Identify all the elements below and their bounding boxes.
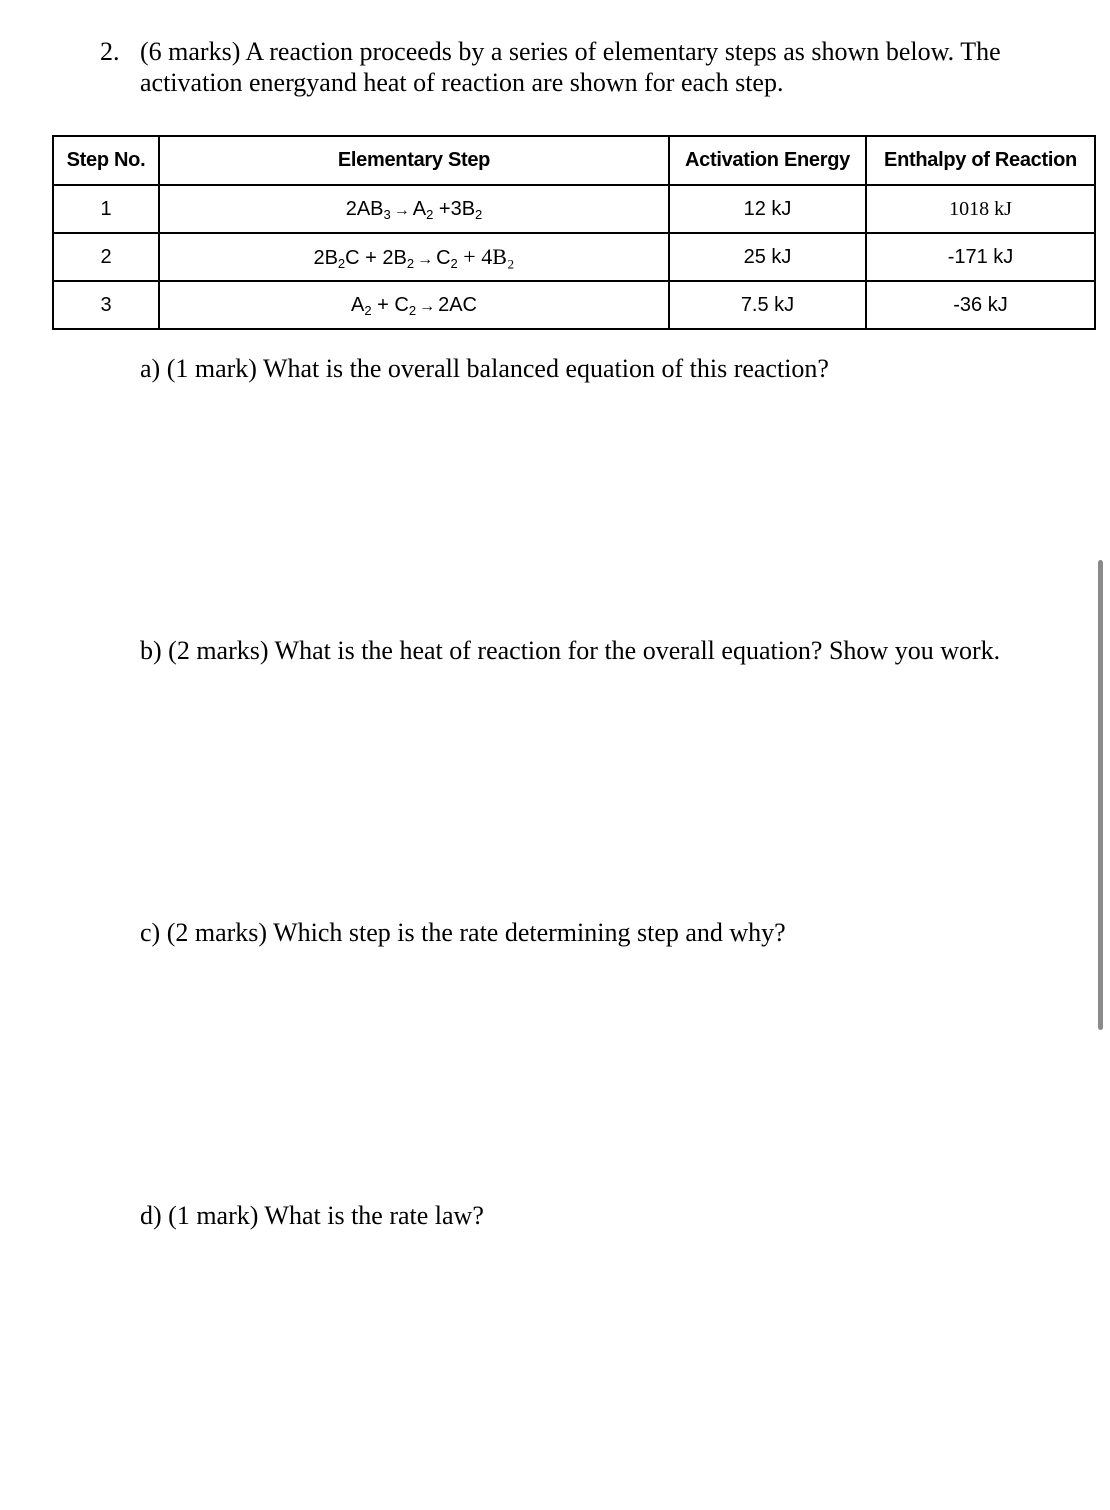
vertical-scrollbar[interactable] [1098, 560, 1103, 1030]
activation-energy-value: 12 kJ [669, 185, 866, 233]
elementary-step-equation: $A_2 + C_2 \to 2AC$ [159, 281, 669, 329]
part-b-question: b) (2 marks) What is the heat of reaction for the overall equation? Show you work. [140, 636, 1001, 665]
part-d-question: d) (1 mark) What is the rate law? [140, 1201, 484, 1230]
header-elementary-step: Elementary Step [159, 136, 669, 185]
elementary-step-equation: $2B_2C + 2B_2 \to C_2 + 4B_2$ [159, 233, 669, 281]
question-number: 2. [100, 37, 120, 66]
arrow-icon: → [393, 201, 410, 219]
question-heading [100, 36, 1001, 98]
question-text-2: activation energyand heat of reaction are shown for each step. [140, 68, 784, 97]
table-header-row [53, 136, 1095, 185]
arrow-icon: → [417, 251, 434, 268]
elementary-step-equation: $2AB_3 \to A_2 +3B_2$ [159, 185, 669, 233]
step-number: 1 [53, 185, 159, 233]
part-c-question: c) (2 marks) Which step is the rate determining step and why? [140, 918, 786, 947]
part-a-question: a) (1 mark) What is the overall balanced equation of this reaction? [140, 354, 829, 383]
enthalpy-value: -171 kJ [866, 233, 1095, 281]
arrow-icon: → [419, 297, 436, 315]
step-number: 3 [53, 281, 159, 329]
header-activation-energy: Activation Energy [669, 136, 866, 185]
activation-energy-value: 7.5 kJ [669, 281, 866, 329]
table-row [53, 185, 1095, 233]
question-line-1 [100, 36, 1001, 67]
elementary-steps-table [52, 135, 1096, 330]
table-row [53, 281, 1095, 329]
header-enthalpy: Enthalpy of Reaction [866, 136, 1095, 185]
enthalpy-value: -36 kJ [866, 281, 1095, 329]
step-number: 2 [53, 233, 159, 281]
table-row [53, 233, 1095, 281]
question-text-1: (6 marks) A reaction proceeds by a series of elementary steps as shown below. The [140, 37, 1001, 66]
activation-energy-value: 25 kJ [669, 233, 866, 281]
header-step-no: Step No. [53, 136, 159, 185]
enthalpy-value: 1018 kJ [866, 185, 1095, 233]
